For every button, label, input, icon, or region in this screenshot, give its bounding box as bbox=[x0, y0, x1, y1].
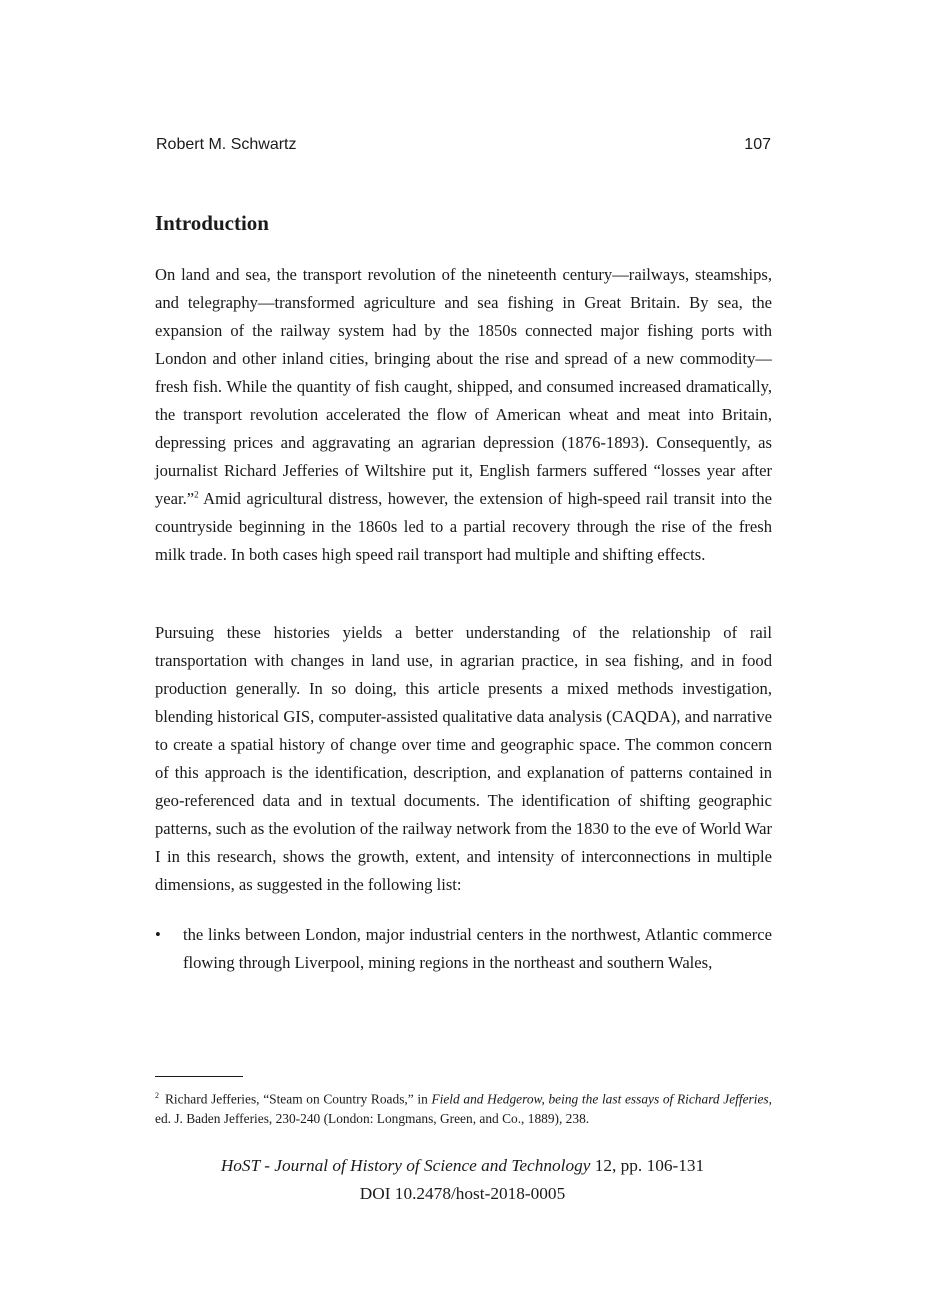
journal-footer bbox=[0, 1152, 925, 1208]
paragraph-1-text-b: Amid agricultural distress, however, the extension of high-speed rail transit into the countryside beginning in the 1860s led to a partial recovery through the rise of the fresh milk trade. In both cases high speed rail transport had multiple and shifting effects. bbox=[155, 489, 772, 564]
section-title: Introduction bbox=[155, 211, 269, 235]
journal-citation bbox=[0, 1152, 925, 1180]
footnote-divider bbox=[155, 1076, 243, 1077]
journal-name: HoST - Journal of History of Science and Technology bbox=[220, 1156, 591, 1175]
paragraph-1-text-a: On land and sea, the transport revolution of the nineteenth century—railways, steamships, and telegraphy—transformed agriculture and sea fishing in Great Britain. By sea, the expansion of the railway system had by the 1850s connected major fishing ports with London and other inland cities, bringing about the rise and spread of a new commodity—fresh fish. While the quantity of fish caught, shipped, and consumed increased dramatically, the transport revolution accelerated the flow of American wheat and meat into Britain, depressing prices and aggravating an agrarian depression (1876-1893). Consequently, as journalist Richard Jefferies of Wiltshire put it, English farmers suffered “losses year after year.” bbox=[155, 265, 772, 508]
bullet-list bbox=[155, 921, 772, 977]
footnote-text-a: Richard Jefferies, “Steam on Country Roads,” in bbox=[165, 1091, 432, 1107]
list-item-text: the links between London, major industrial centers in the northwest, Atlantic commerce flowing through Liverpool, mining regions in the northeast and southern Wales, bbox=[183, 925, 772, 972]
page-number: 107 bbox=[744, 136, 771, 153]
footnote-reference[interactable]: 2 bbox=[194, 489, 199, 500]
paragraph-1 bbox=[155, 261, 772, 569]
footnote-number: 2 bbox=[155, 1091, 159, 1100]
list-item bbox=[155, 921, 772, 977]
journal-volume-pages: 12, pp. 106-131 bbox=[590, 1156, 705, 1175]
bullet-mark: • bbox=[155, 925, 161, 944]
doi-link[interactable]: DOI 10.2478/host-2018-0005 bbox=[359, 1184, 566, 1203]
footnote-text-b: , ed. J. Baden Jefferies, 230-240 (London: Longmans, Green, and Co., 1889), 238. bbox=[155, 1091, 772, 1127]
running-header-author: Robert M. Schwartz bbox=[156, 136, 297, 153]
footnote-book-title: Field and Hedgerow, being the last essays of Richard Jefferies bbox=[431, 1091, 769, 1107]
paragraph-2: Pursuing these histories yields a better understanding of the relationship of rail transportation with changes in land use, in agrarian practice, in sea fishing, and in food production generally. In so doing, this article presents a mixed methods investigation, blending historical GIS, computer-assisted qualitative data analysis (CAQDA), and narrative to create a spatial history of change over time and geographic space. The common concern of this approach is the identification, description, and explanation of patterns contained in geo-referenced data and in textual documents. The identification of shifting geographic patterns, such as the evolution of the railway network from the 1830 to the eve of World War I in this research, shows the growth, extent, and intensity of interconnections in multiple dimensions, as suggested in the following list: bbox=[155, 623, 772, 894]
running-header bbox=[156, 136, 771, 154]
footnote bbox=[155, 1086, 772, 1129]
